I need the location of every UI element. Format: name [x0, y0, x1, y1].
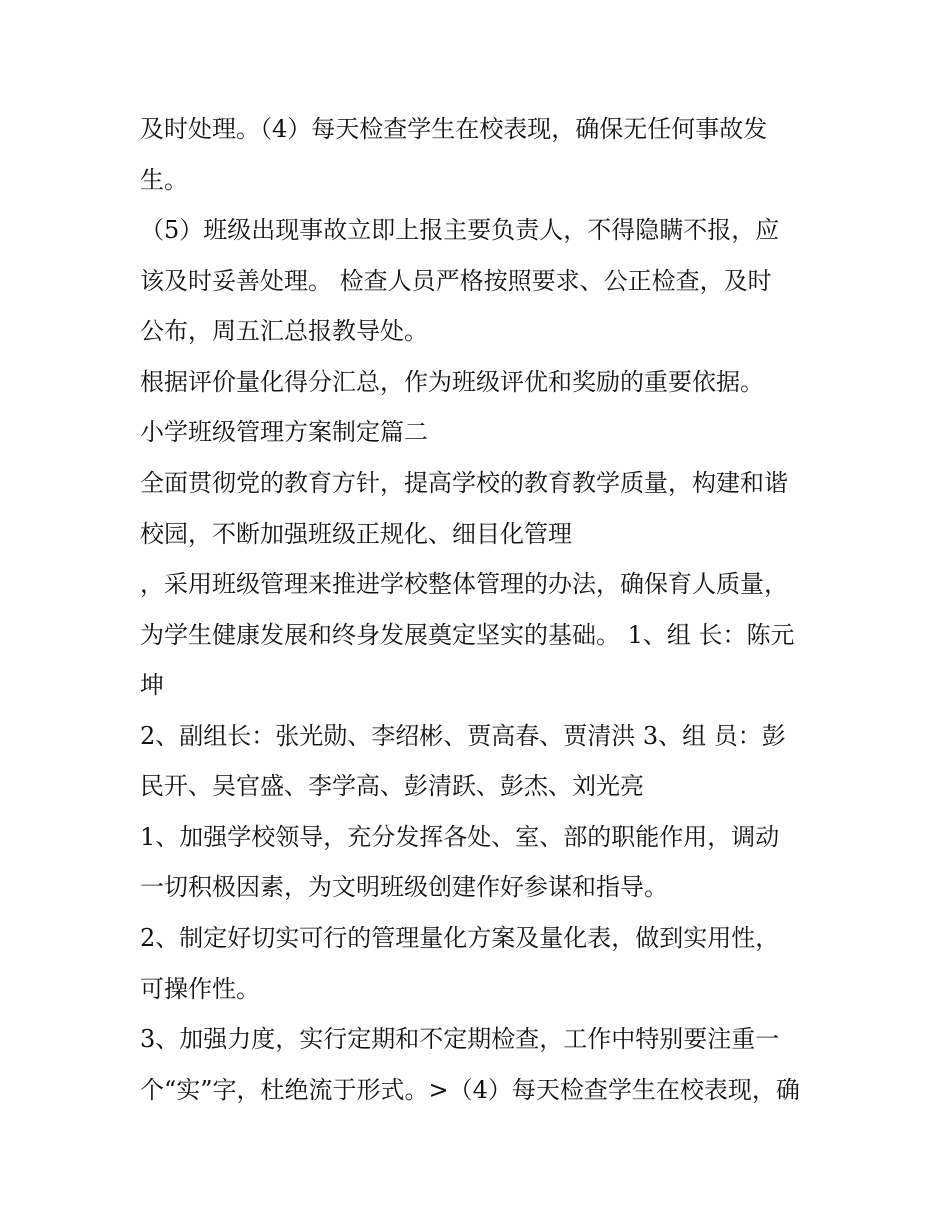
text-line: （5）班级出现事故立即上报主要负责人，不得隐瞒不报，应: [140, 216, 780, 244]
text-line: 2、制定好切实可行的管理量化方案及量化表，做到实用性，: [140, 924, 780, 952]
text-line: ，采用班级管理来推进学校整体管理的办法，确保育人质量，: [140, 570, 788, 598]
text-line: 根据评价量化得分汇总，作为班级评优和奖励的重要依据。: [140, 368, 764, 396]
text-line: 公布，周五汇总报教导处。: [140, 317, 428, 345]
text-line: 3、加强力度，实行定期和不定期检查，工作中特别要注重一: [140, 1025, 780, 1053]
section-heading: 小学班级管理方案制定篇二: [140, 418, 428, 446]
text-line: 校园，不断加强班级正规化、细目化管理: [140, 520, 572, 548]
text-line: 个“实”字，杜绝流于形式。>（4）每天检查学生在校表现，确: [140, 1076, 800, 1104]
text-line: 2、副组长：张光勋、李绍彬、贾高春、贾清洪 3、组 员：彭: [140, 722, 786, 750]
text-line: 生。: [140, 166, 188, 194]
text-line: 民开、吴官盛、李学高、彭清跃、彭杰、刘光亮: [140, 772, 644, 800]
text-line: 1、加强学校领导，充分发挥各处、室、部的职能作用，调动: [140, 823, 780, 851]
text-line: 该及时妥善处理。 检查人员严格按照要求、公正检查，及时: [140, 267, 772, 295]
text-line: 一切积极因素，为文明班级创建作好参谋和指导。: [140, 873, 668, 901]
text-line: 坤: [140, 671, 164, 699]
text-line: 及时处理。（4）每天检查学生在校表现，确保无任何事故发: [140, 115, 768, 143]
text-line: 可操作性。: [140, 975, 260, 1003]
text-line: 为学生健康发展和终身发展奠定坚实的基础。 1、组 长：陈元: [140, 621, 795, 649]
text-line: 全面贯彻党的教育方针，提高学校的教育教学质量，构建和谐: [140, 469, 788, 497]
